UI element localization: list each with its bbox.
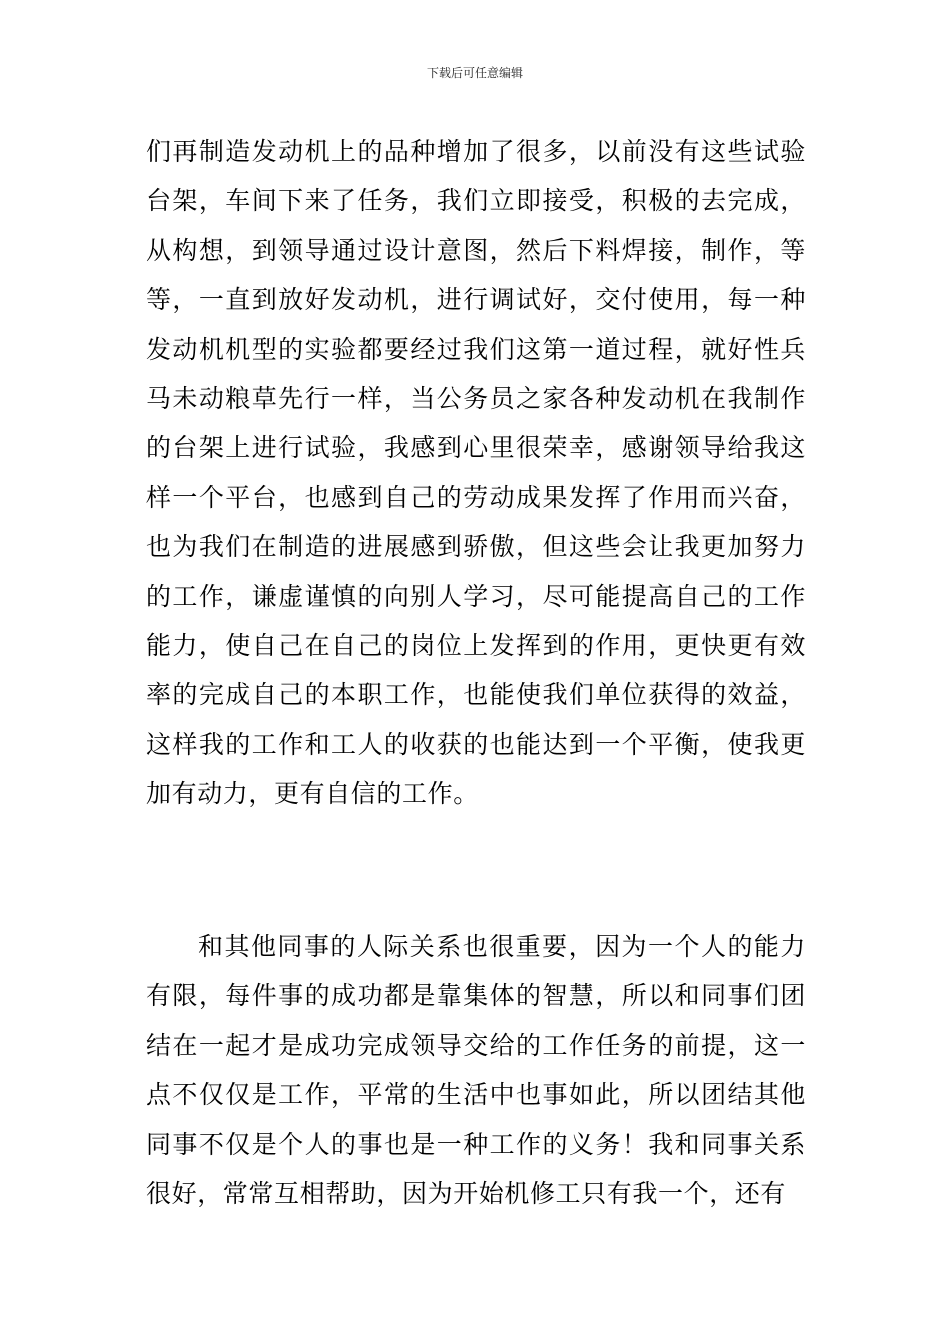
paragraph-1: 们再制造发动机上的品种增加了很多，以前没有这些试验台架，车间下来了任务，我们立即接受，积极的去完成，从构想，到领导通过设计意图，然后下料焊接，制作，等等，一直到放好发动机，进行调试好，交付使用，每一种发动机机型的实验都要经过我们这第一道过程，就好性兵马未动粮草先行一样，当公务员之家各种发动机在我制作的台架上进行试验，我感到心里很荣幸，感谢领导给我这样一个平台，也感到自己的劳动成果发挥了作用而兴奋，也为我们在制造的进展感到骄傲，但这些会让我更加努力的工作，谦虚谨慎的向别人学习，尽可能提高自己的工作能力，使自己在自己的岗位上发挥到的作用，更快更有效率的完成自己的本职工作，也能使我们单位获得的效益，这样我的工作和工人的收获的也能达到一个平衡，使我更加有动力，更有自信的工作。 [146,137,806,809]
paragraph-2: 和其他同事的人际关系也很重要，因为一个人的能力有限，每件事的成功都是靠集体的智慧，所以和同事们团结在一起才是成功完成领导交给的工作任务的前提，这一点不仅仅是工作，平常的生活中也事如此，所以团结其他同事不仅是个人的事也是一种工作的义务！我和同事关系很好，常常互相帮助，因为开始机修工只有我一个，还有 [146,932,806,1209]
page-header: 下载后可任意编辑 [426,66,523,80]
